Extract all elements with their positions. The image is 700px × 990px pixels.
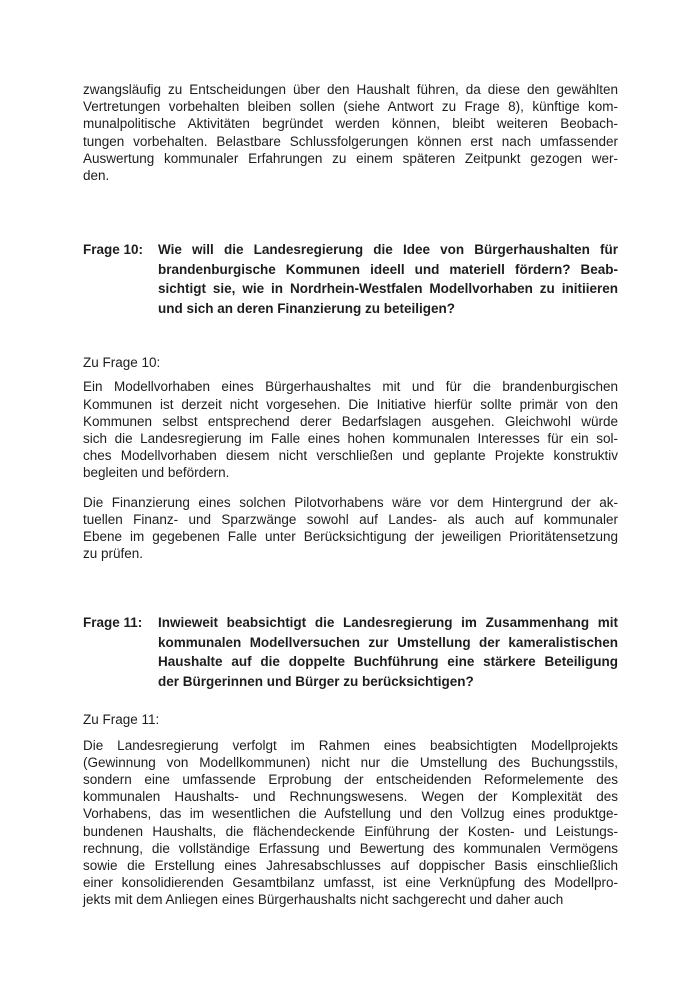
text-line: Vorhabens, das im wesentlichen die Aufstellung und den Vollzug eines produktge- [83, 806, 618, 822]
paragraph-answer-10b [83, 494, 618, 563]
text-line: Haushalte auf die doppelte Buchführung eine stärkere Beteiligung [158, 654, 618, 670]
text-line: Die Landesregierung verfolgt im Rahmen eines beabsichtigten Modellprojekts [83, 737, 618, 753]
question-heading-frage-11 [83, 613, 618, 691]
text-line: brandenburgische Kommunen ideell und materiell fördern? Beab- [158, 261, 618, 277]
text-line: begleiten und befördern. [83, 465, 230, 481]
text-line: Ebene im gegebenen Falle unter Berücksichtigung der jeweiligen Prioritätensetzung [83, 529, 618, 545]
text-line: sondern eine umfassende Erprobung der entscheidenden Reformelemente des [83, 772, 618, 788]
question-heading-frage-10 [83, 240, 618, 318]
text-line: einer konsolidierenden Gesamtbilanz umfasst, ist eine Verknüpfung des Modellpro- [83, 875, 618, 891]
text-line: Inwieweit beabsichtigt die Landesregierung im Zusammenhang mit [158, 615, 618, 631]
text-line: Vertretungen vorbehalten bleiben sollen (siehe Antwort zu Frage 8), künftige kom- [83, 99, 618, 115]
text-line: zu prüfen. [83, 546, 144, 562]
text-line: jekts mit dem Anliegen eines Bürgerhaushalts nicht sachgerecht und daher auch [83, 892, 564, 908]
text-line: zwangsläufig zu Entscheidungen über den Haushalt führen, da diese den gewählten [83, 82, 618, 97]
text-line: munalpolitische Aktivitäten begründet werden können, bleibt weiteren Beobach- [83, 116, 618, 132]
subheading-zu-frage-11: Zu Frage 11: [83, 712, 160, 728]
question-text [158, 613, 618, 691]
text-line: und sich an deren Finanzierung zu beteiligen? [158, 300, 456, 316]
paragraph-continuation [83, 81, 618, 184]
text-line: sowie die Erstellung eines Jahresabschlusses auf doppischer Basis einschließlich [83, 858, 618, 874]
text-line: tuellen Finanz- und Sparzwänge sowohl auf Landes- als auch auf kommunaler [83, 511, 618, 527]
text-line: den. [83, 168, 110, 184]
subheading-zu-frage-10: Zu Frage 10: [83, 355, 161, 371]
text-line: tungen vorbehalten. Belastbare Schlussfolgerungen können erst nach umfassender [83, 133, 618, 149]
question-label: Frage 11: [83, 615, 143, 631]
text-line: Wie will die Landesregierung die Idee von Bürgerhaushalten für [158, 242, 618, 258]
text-line: kommunalen Modellversuchen zur Umstellung der kameralistischen [158, 634, 618, 650]
text-line: der Bürgerinnen und Bürger zu berücksichtigen? [158, 673, 474, 689]
text-line: Die Finanzierung eines solchen Pilotvorhabens wäre vor dem Hintergrund der ak- [83, 494, 618, 510]
paragraph-answer-10a [83, 378, 618, 481]
text-line: sichtigt sie, wie in Nordrhein-Westfalen Modellvorhaben zu initiieren [158, 281, 618, 297]
text-line: bundenen Haushalts, die flächendeckende Einführung der Kosten- und Leistungs- [83, 823, 618, 839]
text-line: ches Modellvorhaben diesem nicht verschließen und geplante Projekte konstruktiv [83, 448, 618, 464]
text-line: Kommunen ist derzeit nicht vorgesehen. Die Initiative hierfür sollte primär von den [83, 396, 618, 412]
text-line: kommunalen Haushalts- und Rechnungswesens. Wegen der Komplexität des [83, 789, 618, 805]
text-line: Ein Modellvorhaben eines Bürgerhaushaltes mit und für die brandenburgischen [83, 379, 618, 395]
paragraph-answer-11 [83, 737, 618, 909]
question-text [158, 240, 618, 318]
text-line: sich die Landesregierung im Falle eines hohen kommunalen Interesses für ein sol- [83, 431, 618, 447]
text-line: Kommunen selbst entsprechend derer Bedarfslagen ausgehen. Gleichwohl würde [83, 413, 618, 429]
question-label: Frage 10: [83, 242, 144, 258]
text-line: Auswertung kommunaler Erfahrungen zu einem späteren Zeitpunkt gezogen wer- [83, 150, 618, 166]
text-line: rechnung, die vollständige Erfassung und Bewertung des kommunalen Vermögens [83, 840, 618, 856]
text-line: (Gewinnung von Modellkommunen) nicht nur die Umstellung des Buchungsstils, [83, 754, 618, 770]
